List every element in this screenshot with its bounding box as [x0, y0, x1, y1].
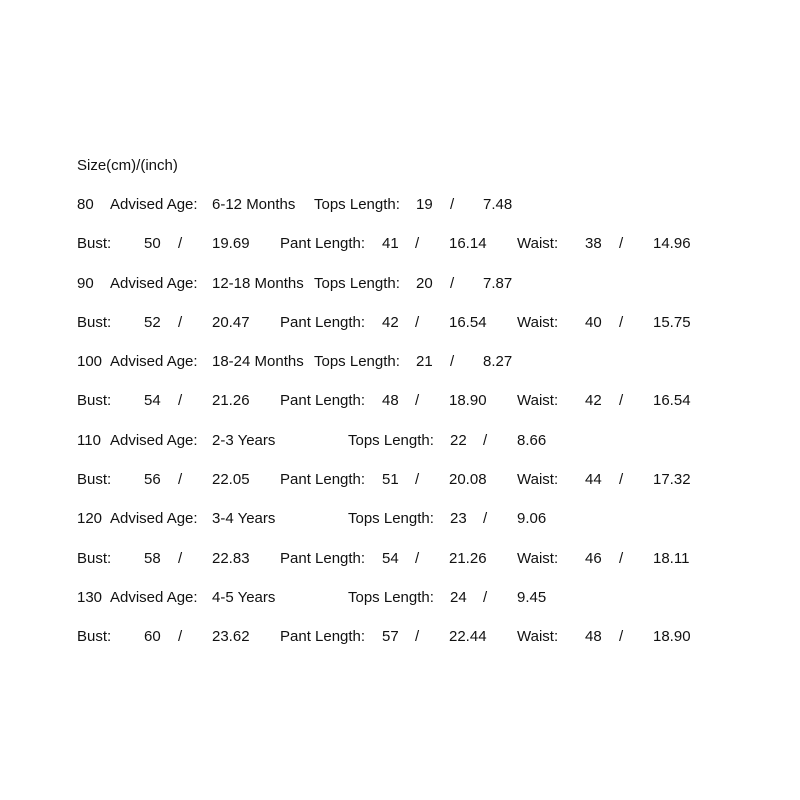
advised-age-label: Advised Age: — [110, 432, 198, 449]
waist-inch: 16.54 — [653, 392, 691, 409]
waist-cm: 40 — [585, 314, 602, 331]
bust-cm: 56 — [144, 471, 161, 488]
bust-cm: 52 — [144, 314, 161, 331]
waist-label: Waist: — [517, 392, 559, 409]
waist-label: Waist: — [517, 550, 559, 567]
age-row — [0, 589, 800, 607]
advised-age-value: 4-5 Years — [212, 589, 276, 606]
advised-age-label: Advised Age: — [110, 196, 198, 213]
waist-cm: 44 — [585, 471, 602, 488]
waist-cm: 48 — [585, 628, 602, 645]
advised-age-value: 3-4 Years — [212, 510, 276, 527]
bust-inch: 21.26 — [212, 392, 250, 409]
pant-length-cm: 57 — [382, 628, 399, 645]
tops-length-label: Tops Length: — [348, 589, 434, 606]
waist-inch: 14.96 — [653, 235, 691, 252]
waist-label: Waist: — [517, 314, 559, 331]
pant-length-label: Pant Length: — [280, 392, 366, 409]
tops-length-inch: 8.66 — [517, 432, 547, 449]
size-value: 90 — [77, 275, 94, 292]
pant-length-cm: 51 — [382, 471, 399, 488]
waist-inch: 18.90 — [653, 628, 691, 645]
measure-row — [0, 392, 800, 410]
separator: / — [415, 314, 420, 331]
bust-cm: 60 — [144, 628, 161, 645]
bust-cm: 50 — [144, 235, 161, 252]
separator: / — [415, 550, 420, 567]
size-value: 120 — [77, 510, 103, 527]
tops-length-label: Tops Length: — [314, 275, 400, 292]
waist-inch: 18.11 — [653, 550, 690, 567]
advised-age-label: Advised Age: — [110, 510, 198, 527]
pant-length-inch: 22.44 — [449, 628, 487, 645]
separator: / — [178, 392, 183, 409]
separator: / — [178, 314, 183, 331]
pant-length-inch: 16.54 — [449, 314, 487, 331]
age-row — [0, 275, 800, 293]
bust-cm: 54 — [144, 392, 161, 409]
pant-length-cm: 41 — [382, 235, 399, 252]
advised-age-value: 18-24 Months — [212, 353, 304, 370]
measure-row — [0, 550, 800, 568]
tops-length-cm: 22 — [450, 432, 467, 449]
pant-length-cm: 42 — [382, 314, 399, 331]
separator: / — [178, 550, 183, 567]
tops-length-cm: 20 — [416, 275, 433, 292]
waist-inch: 15.75 — [653, 314, 691, 331]
pant-length-inch: 16.14 — [449, 235, 487, 252]
tops-length-label: Tops Length: — [314, 196, 400, 213]
bust-label: Bust: — [77, 392, 112, 409]
size-value: 80 — [77, 196, 94, 213]
tops-length-cm: 24 — [450, 589, 467, 606]
size-value: 100 — [77, 353, 103, 370]
separator: / — [415, 392, 420, 409]
pant-length-label: Pant Length: — [280, 471, 366, 488]
tops-length-inch: 8.27 — [483, 353, 513, 370]
tops-length-cm: 21 — [416, 353, 433, 370]
pant-length-label: Pant Length: — [280, 314, 366, 331]
separator: / — [619, 235, 624, 252]
bust-label: Bust: — [77, 314, 112, 331]
bust-inch: 23.62 — [212, 628, 250, 645]
separator: / — [450, 196, 455, 213]
size-value: 130 — [77, 589, 103, 606]
separator: / — [415, 471, 420, 488]
measure-row — [0, 628, 800, 646]
separator: / — [619, 392, 624, 409]
separator: / — [415, 235, 420, 252]
tops-length-inch: 7.48 — [483, 196, 513, 213]
separator: / — [619, 628, 624, 645]
waist-inch: 17.32 — [653, 471, 691, 488]
separator: / — [178, 471, 183, 488]
waist-cm: 46 — [585, 550, 602, 567]
size-value: 110 — [77, 432, 101, 449]
tops-length-label: Tops Length: — [348, 510, 434, 527]
age-row — [0, 432, 800, 450]
waist-cm: 42 — [585, 392, 602, 409]
separator: / — [619, 314, 624, 331]
bust-label: Bust: — [77, 628, 112, 645]
bust-inch: 20.47 — [212, 314, 250, 331]
waist-cm: 38 — [585, 235, 602, 252]
tops-length-label: Tops Length: — [348, 432, 434, 449]
separator: / — [619, 471, 624, 488]
pant-length-inch: 18.90 — [449, 392, 487, 409]
bust-inch: 22.05 — [212, 471, 250, 488]
measure-row — [0, 471, 800, 489]
tops-length-cm: 23 — [450, 510, 467, 527]
tops-length-inch: 9.45 — [517, 589, 547, 606]
bust-label: Bust: — [77, 235, 112, 252]
separator: / — [619, 550, 624, 567]
pant-length-cm: 54 — [382, 550, 399, 567]
separator: / — [483, 510, 488, 527]
tops-length-cm: 19 — [416, 196, 433, 213]
bust-inch: 19.69 — [212, 235, 250, 252]
age-row — [0, 353, 800, 371]
measure-row — [0, 235, 800, 253]
separator: / — [483, 589, 488, 606]
separator: / — [178, 628, 183, 645]
advised-age-label: Advised Age: — [110, 275, 198, 292]
tops-length-inch: 7.87 — [483, 275, 513, 292]
separator: / — [178, 235, 183, 252]
bust-label: Bust: — [77, 550, 112, 567]
pant-length-label: Pant Length: — [280, 235, 366, 252]
measure-row — [0, 314, 800, 332]
waist-label: Waist: — [517, 628, 559, 645]
waist-label: Waist: — [517, 235, 559, 252]
pant-length-cm: 48 — [382, 392, 399, 409]
advised-age-value: 2-3 Years — [212, 432, 276, 449]
pant-length-inch: 21.26 — [449, 550, 487, 567]
advised-age-label: Advised Age: — [110, 353, 198, 370]
size-chart-title: Size(cm)/(inch) — [77, 157, 178, 174]
pant-length-label: Pant Length: — [280, 550, 366, 567]
bust-label: Bust: — [77, 471, 112, 488]
age-row — [0, 196, 800, 214]
separator: / — [450, 353, 455, 370]
separator: / — [483, 432, 488, 449]
pant-length-label: Pant Length: — [280, 628, 366, 645]
advised-age-value: 6-12 Months — [212, 196, 296, 213]
advised-age-label: Advised Age: — [110, 589, 198, 606]
tops-length-inch: 9.06 — [517, 510, 547, 527]
separator: / — [415, 628, 420, 645]
waist-label: Waist: — [517, 471, 559, 488]
tops-length-label: Tops Length: — [314, 353, 400, 370]
bust-inch: 22.83 — [212, 550, 250, 567]
age-row — [0, 510, 800, 528]
pant-length-inch: 20.08 — [449, 471, 487, 488]
bust-cm: 58 — [144, 550, 161, 567]
separator: / — [450, 275, 455, 292]
advised-age-value: 12-18 Months — [212, 275, 304, 292]
